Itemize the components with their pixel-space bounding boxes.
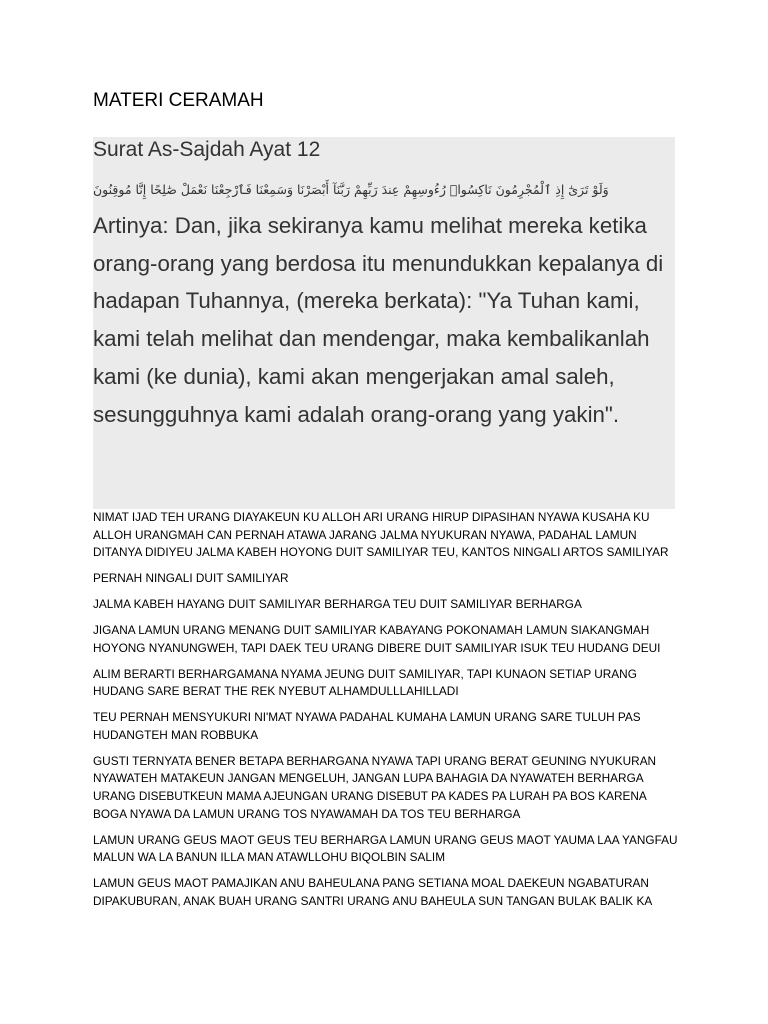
paragraph: LAMUN GEUS MAOT PAMAJIKAN ANU BAHEULANA PANG SETIANA MOAL DAEKEUN NGABATURAN DIPAKUBURAN, ANAK BUAH URANG SANTRI URANG ANU BAHEULA SUN TANGAN BULAK BALIK KA: [93, 876, 653, 908]
paragraph: LAMUN URANG GEUS MAOT GEUS TEU BERHARGA LAMUN URANG GEUS MAOT YAUMA LAA YANGFAU MALUN WA LA BANUN ILLA MAN ATAWLLOHU BIQOLBIN SALIM: [93, 832, 678, 865]
paragraph: JALMA KABEH HAYANG DUIT SAMILIYAR BERHARGA TEU DUIT SAMILIYAR BERHARGA: [93, 597, 582, 612]
document-title: MATERI CERAMAH: [93, 90, 264, 111]
paragraph: GUSTI TERNYATA BENER BETAPA BERHARGANA NYAWA TAPI URANG BERAT GEUNING NYUKURAN NYAWATEH MATAKEUN JANGAN MENGELUH, JANGAN LUPA BAHAGIA DA NYAWATEH BERHARGA URANG DISEBUTKEUN MAMA AJEUNGAN URANG DISEBUT PA KADES PA LURAH PA BOS KARENA BOGA NYAWA DA LAMUN URANG TOS NYAWAMAH DA TOS TEU BERHARGA: [93, 753, 657, 821]
paragraph: TEU PERNAH MENSYUKURI NI'MAT NYAWA PADAHAL KUMAHA LAMUN URANG SARE TULUH PAS HUDANGTEH MAN ROBBUKA: [93, 710, 641, 742]
sermon-body: [93, 509, 681, 919]
arabic-verse: وَلَوْ تَرَىٰٓ إِذِ ٱلْمُجْرِمُونَ نَاكِسُوا۟ رُءُوسِهِمْ عِندَ رَبِّهِمْ رَبَّنَآ أَبْصَرْنَا وَسَمِعْنَا فَٱرْجِعْنَا نَعْمَلْ صَٰلِحًا إِنَّا مُوقِنُونَ: [93, 182, 609, 197]
paragraph: NIMAT IJAD TEH URANG DIAYAKEUN KU ALLOH ARI URANG HIRUP DIPASIHAN NYAWA KUSAHA KU ALLOH URANGMAH CAN PERNAH ATAWA JARANG JALMA NYUKURAN NYAWA, PADAHAL LAMUN DITANYA DIDIYEU JALMA KABEH HOYONG DUIT SAMILIYAR TEU, KANTOS NINGALI ARTOS SAMILIYAR: [93, 510, 669, 560]
verse-translation: Artinya: Dan, jika sekiranya kamu melihat mereka ketika orang-orang yang berdosa itu menundukkan kepalanya di hadapan Tuhannya, (mereka berkata): "Ya Tuhan kami, kami telah melihat dan mendengar, maka kembalikanlah kami (ke dunia), kami akan mengerjakan amal saleh, sesungguhnya kami adalah orang-orang yang yakin".: [93, 213, 664, 427]
paragraph: ALIM BERARTI BERHARGAMANA NYAMA JEUNG DUIT SAMILIYAR, TAPI KUNAON SETIAP URANG HUDANG SARE BERAT THE REK NYEBUT ALHAMDULLLAHILLADI: [93, 666, 637, 699]
paragraph: JIGANA LAMUN URANG MENANG DUIT SAMILIYAR KABAYANG POKONAMAH LAMUN SIAKANGMAH HOYONG NYANUNGWEH, TAPI DAEK TEU URANG DIBERE DUIT SAMILIYAR ISUK TEU HUDANG DEUI: [93, 623, 661, 655]
paragraph: PERNAH NINGALI DUIT SAMILIYAR: [93, 571, 289, 586]
surah-heading: Surat As-Sajdah Ayat 12: [93, 138, 321, 161]
